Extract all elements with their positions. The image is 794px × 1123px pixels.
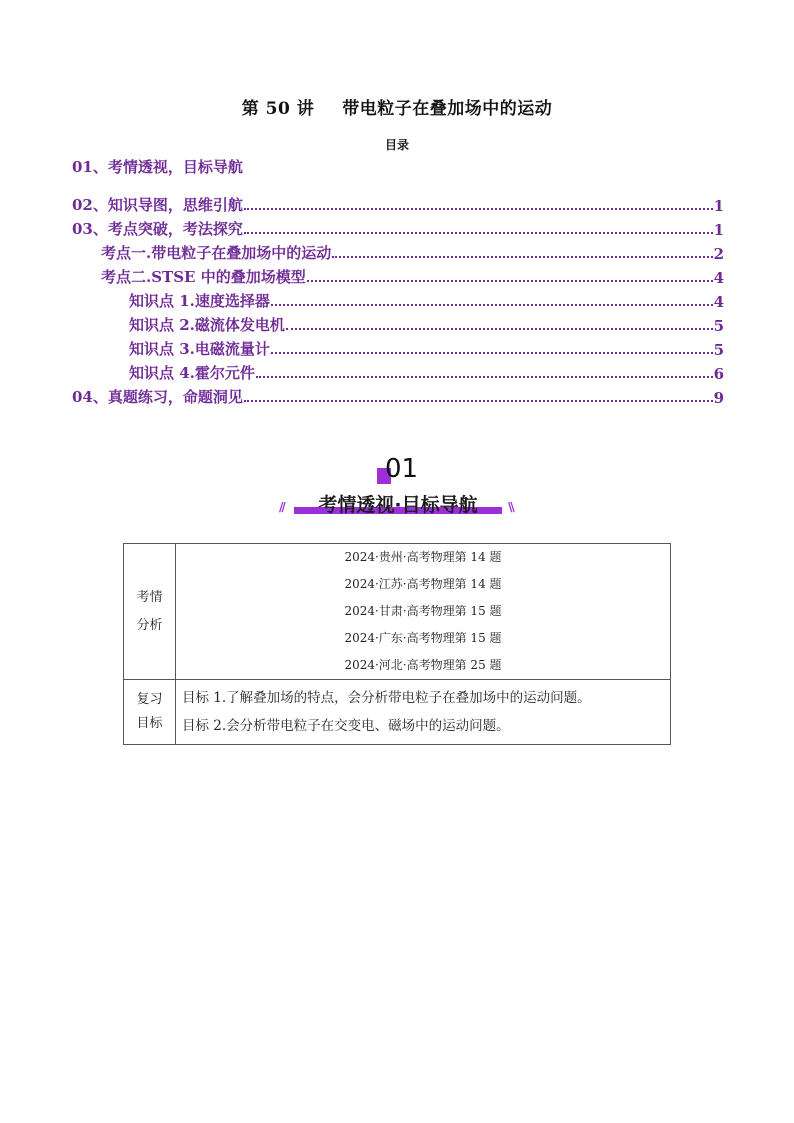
toc-item[interactable]: 知识点 1.速度选择器 4 — [129, 292, 724, 311]
lecture-number: 第 50 讲 — [241, 99, 315, 119]
toc-heading: 目录 — [384, 138, 409, 152]
table-row — [124, 680, 671, 745]
section-title: 考情透视·目标导航 — [318, 494, 478, 516]
section-number: 01 — [385, 454, 419, 484]
toc-item[interactable]: 知识点 3.电磁流量计 5 — [129, 340, 724, 359]
goals-label: 复习 目标 — [124, 680, 176, 745]
document-title — [0, 94, 794, 119]
toc-item[interactable]: 01、考情透视，目标导航 — [72, 158, 243, 176]
toc-leader — [286, 328, 713, 330]
lecture-topic: 带电粒子在叠加场中的运动 — [342, 99, 553, 119]
toc-item[interactable]: 04、真题练习，命题洞见 9 — [72, 388, 724, 407]
list-item: 2024·贵州·高考物理第 14 题 — [344, 550, 502, 564]
toc-item[interactable]: 知识点 2.磁流体发电机 5 — [129, 316, 724, 335]
toc-item[interactable]: 知识点 4.霍尔元件 6 — [129, 364, 724, 383]
toc-item[interactable]: 02、知识导图，思维引航 1 — [72, 196, 724, 215]
list-item: 目标 2.会分析带电粒子在交变电、磁场中的运动问题。 — [182, 718, 510, 734]
list-item: 2024·江苏·高考物理第 14 题 — [344, 577, 502, 591]
toc-leader — [307, 280, 713, 282]
review-goals — [176, 680, 671, 745]
table-row — [124, 544, 671, 680]
list-item: 2024·广东·高考物理第 15 题 — [344, 631, 502, 645]
left-slash-mark: // — [279, 500, 284, 514]
right-slash-mark: \\ — [508, 500, 513, 514]
toc-item[interactable]: 03、考点突破，考法探究 1 — [72, 220, 724, 239]
toc-leader — [271, 352, 713, 354]
toc-item[interactable]: 考点一.带电粒子在叠加场中的运动 2 — [101, 244, 724, 263]
list-item: 2024·甘肃·高考物理第 15 题 — [344, 604, 502, 618]
toc-leader — [244, 400, 713, 402]
toc-item[interactable]: 考点二.STSE 中的叠加场模型 4 — [101, 268, 724, 287]
list-item: 2024·河北·高考物理第 25 题 — [344, 658, 502, 672]
exam-sources — [176, 544, 671, 680]
exam-analysis-table — [123, 543, 671, 745]
toc-leader — [256, 376, 713, 378]
toc-leader — [244, 208, 713, 210]
analysis-label: 考情 分析 — [124, 544, 176, 680]
list-item: 目标 1.了解叠加场的特点，会分析带电粒子在叠加场中的运动问题。 — [182, 690, 591, 706]
toc-leader — [271, 304, 713, 306]
toc-leader — [332, 256, 712, 258]
toc-leader — [244, 232, 713, 234]
section-banner — [294, 490, 502, 516]
